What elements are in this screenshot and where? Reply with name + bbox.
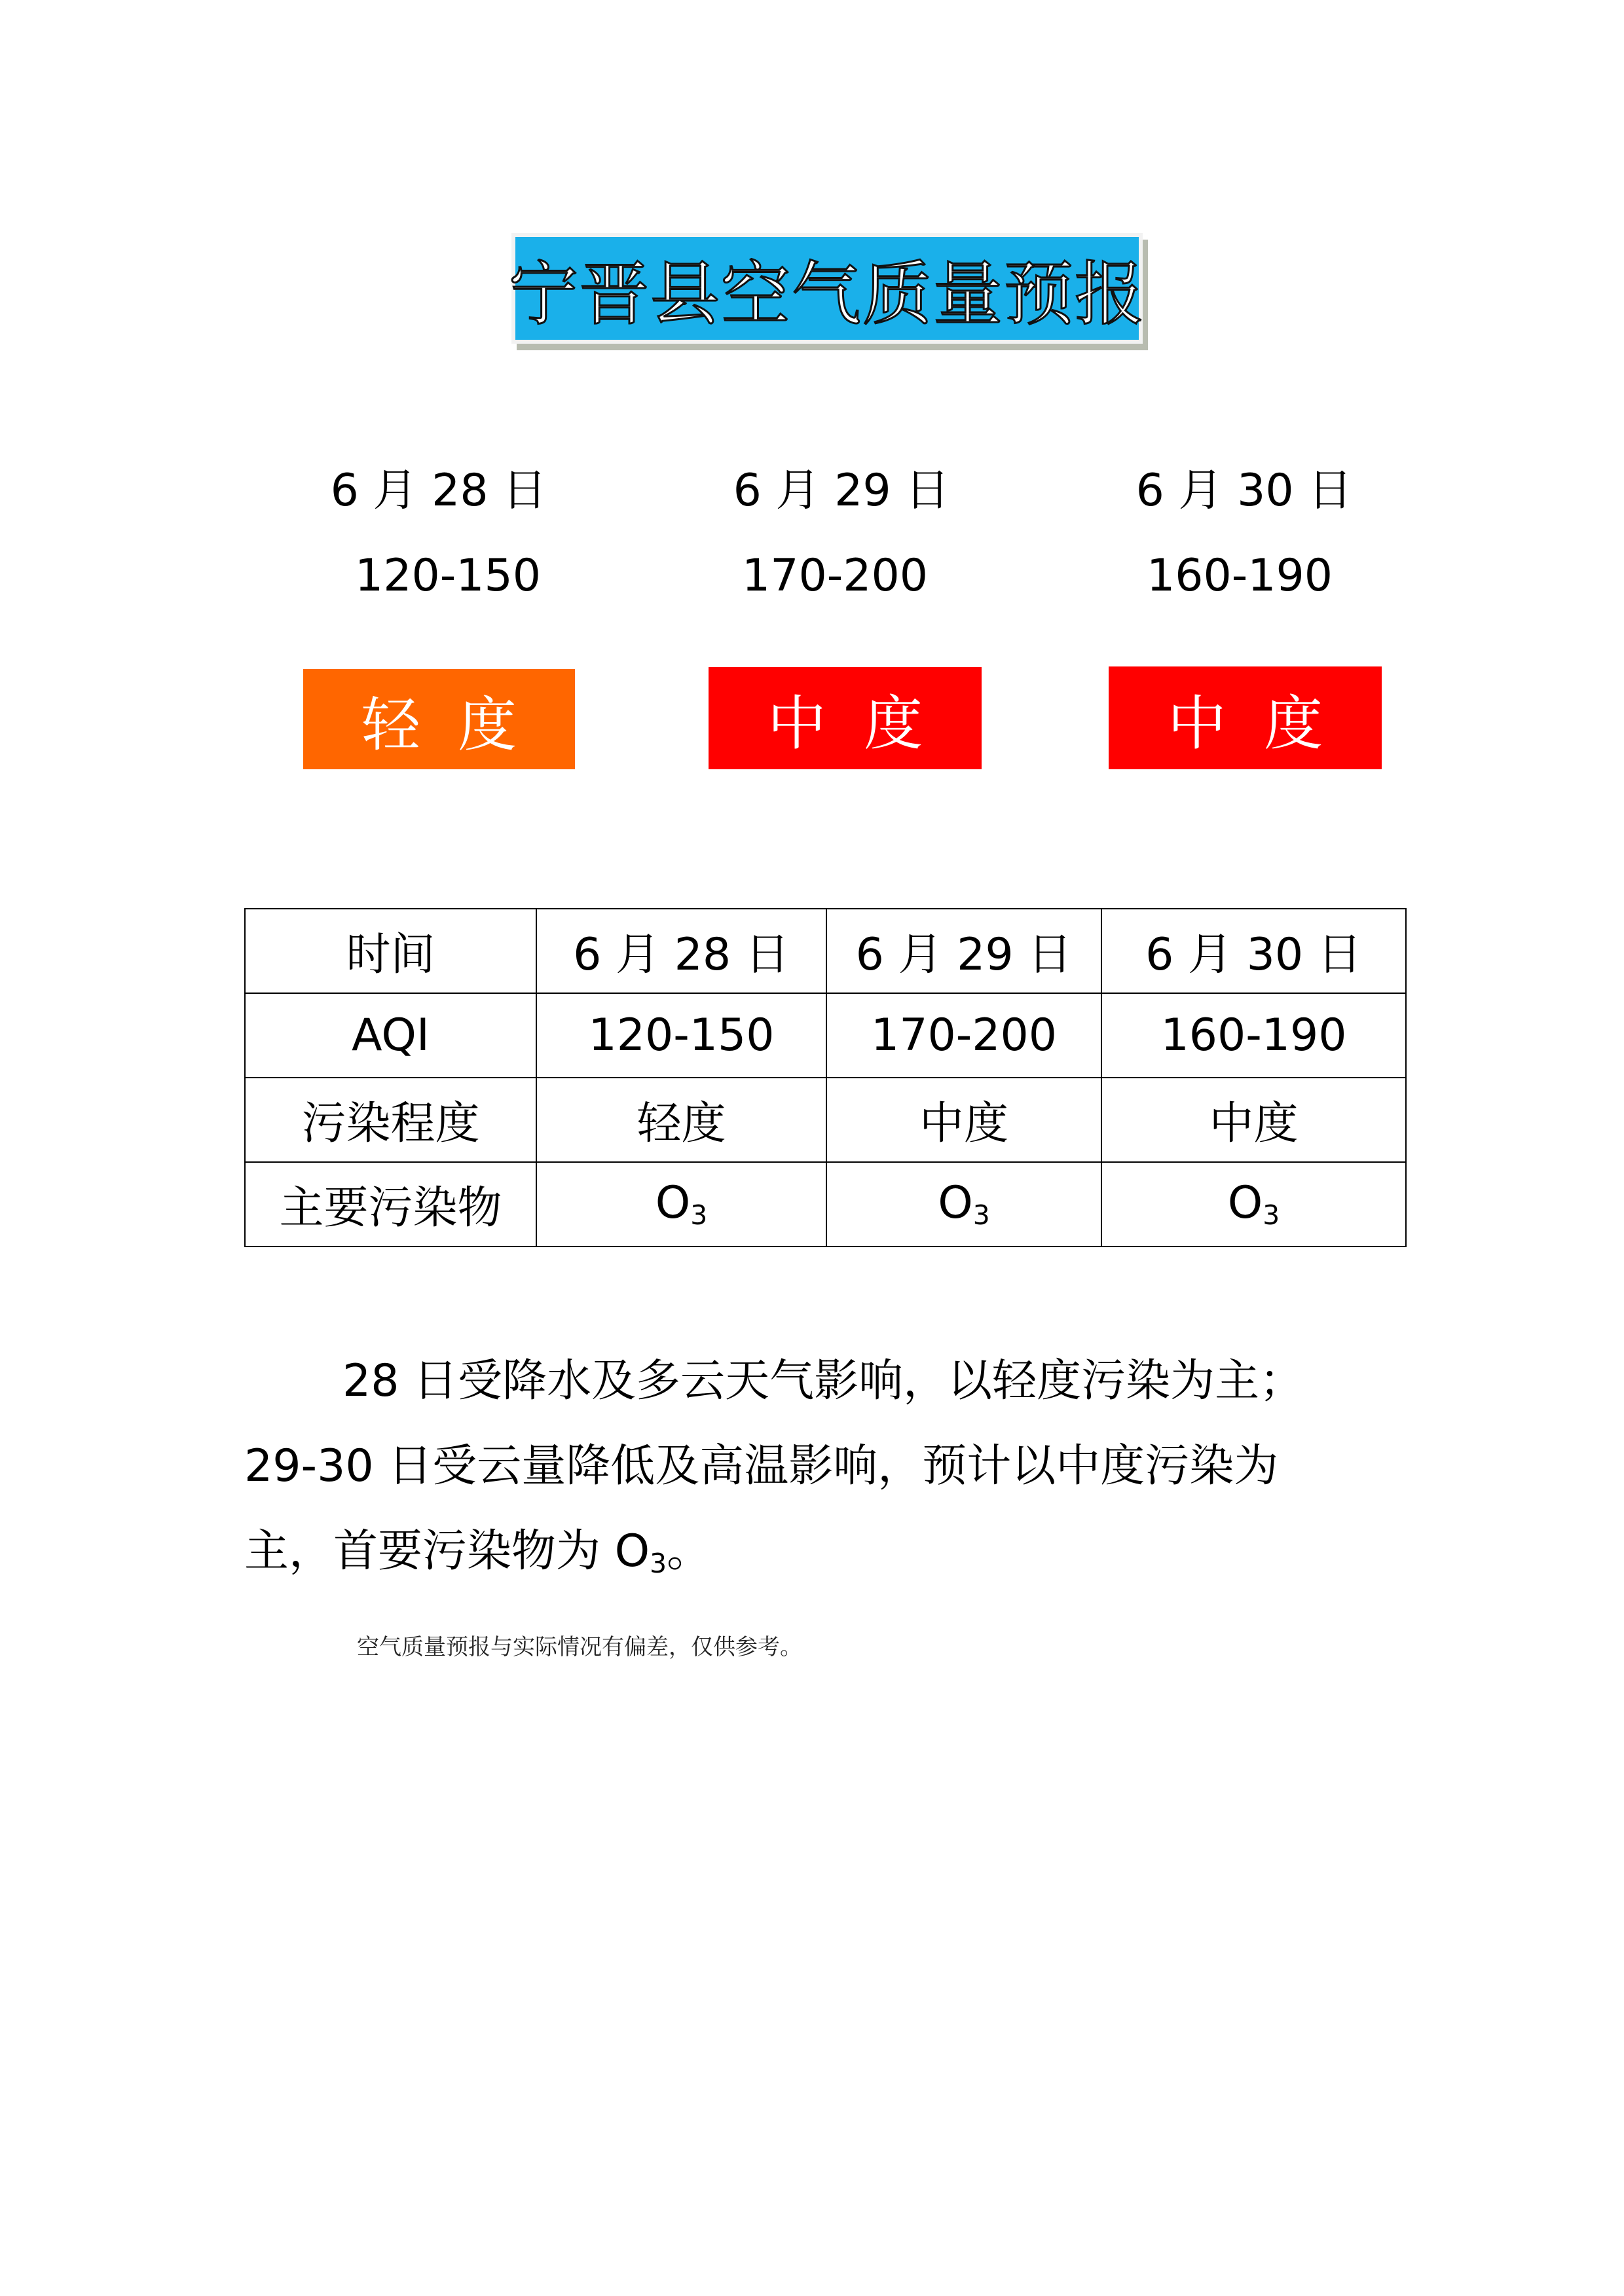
- level-badge: 轻 度: [303, 669, 575, 769]
- table-header-cell: 时间: [245, 909, 536, 993]
- forecast-date: 6 月 29 日: [733, 465, 950, 517]
- table-header-cell: 6 月 29 日: [826, 909, 1101, 993]
- table-cell: 轻度: [536, 1078, 826, 1162]
- level-badge: 中 度: [1109, 666, 1382, 769]
- forecast-day-2: [678, 458, 1005, 609]
- table-row: [245, 1162, 1406, 1247]
- pollutant-cell: $O_3$: [1101, 1162, 1406, 1247]
- table-cell: 中度: [1101, 1078, 1406, 1162]
- forecast-day-3: [1080, 458, 1408, 609]
- level-badge: 中 度: [709, 667, 982, 769]
- paragraph-line: 29-30 日受云量降低及高温影响，预计以中度污染为: [244, 1440, 1279, 1492]
- table-cell: AQI: [245, 993, 536, 1078]
- table-header-cell: 6 月 28 日: [536, 909, 826, 993]
- table-cell: 160-190: [1101, 993, 1406, 1078]
- forecast-description: [244, 1339, 1410, 1606]
- forecast-aqi: 120-150: [354, 550, 542, 602]
- forecast-aqi: 160-190: [1146, 550, 1333, 602]
- pollutant-cell: $O_3$: [826, 1162, 1101, 1247]
- disclaimer-note: 空气质量预报与实际情况有偏差，仅供参考。: [357, 1634, 802, 1660]
- table-row: [245, 909, 1406, 993]
- table-cell: 主要污染物: [245, 1162, 536, 1247]
- forecast-date: 6 月 30 日: [1135, 465, 1353, 517]
- table-cell: 120-150: [536, 993, 826, 1078]
- table-cell: 中度: [826, 1078, 1101, 1162]
- page-title: 宁晋县空气质量预报: [509, 253, 1145, 335]
- forecast-date: 6 月 28 日: [330, 465, 547, 517]
- forecast-day-1: [275, 458, 602, 609]
- table-row: [245, 1078, 1406, 1162]
- table-cell: 污染程度: [245, 1078, 536, 1162]
- forecast-aqi: 170-200: [741, 550, 929, 602]
- title-banner: [511, 233, 1143, 344]
- paragraph-line: 28 日受降水及多云天气影响，以轻度污染为主；: [342, 1355, 1304, 1407]
- aqi-table: [244, 908, 1407, 1247]
- paragraph-line: 主，首要污染物为 $O_3$。: [244, 1525, 712, 1580]
- table-row: [245, 993, 1406, 1078]
- table-header-cell: 6 月 30 日: [1101, 909, 1406, 993]
- pollutant-cell: $O_3$: [536, 1162, 826, 1247]
- table-cell: 170-200: [826, 993, 1101, 1078]
